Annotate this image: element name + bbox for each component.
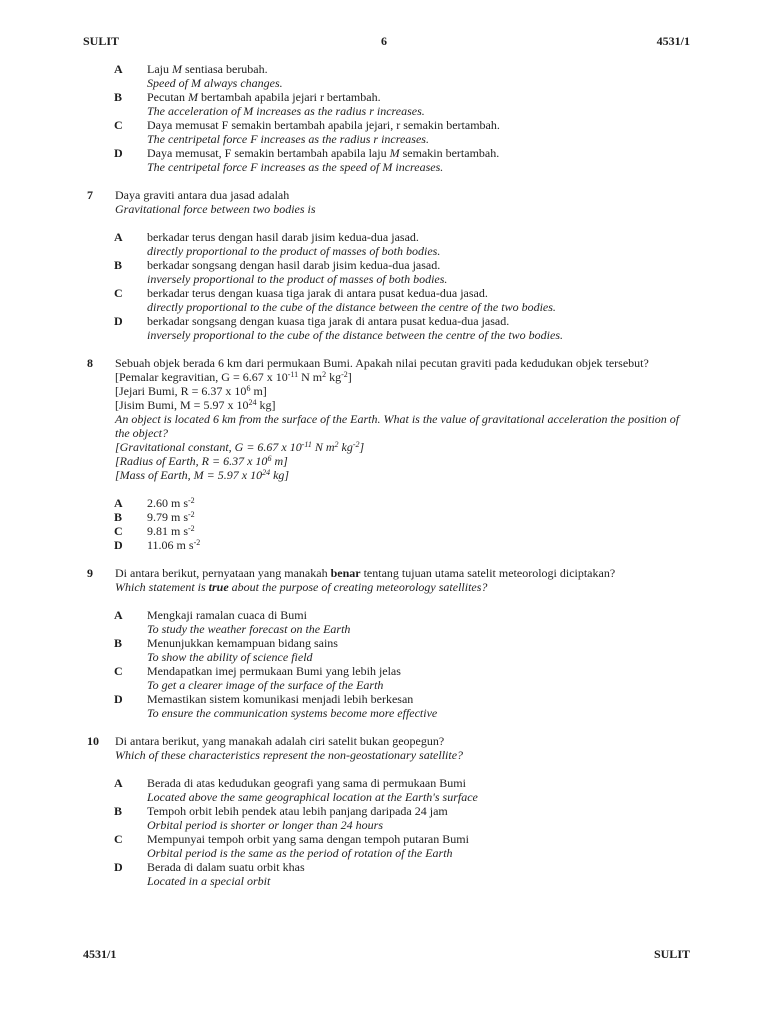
classification-label: SULIT <box>83 34 120 48</box>
constant-radius-malay <box>115 384 768 398</box>
option-text-malay: berkadar songsang dengan kuasa tiga jarak di antara pusat kedua-dua jasad. <box>147 314 510 328</box>
option-text-malay: Berada di dalam suatu orbit khas <box>147 860 305 874</box>
text-segment: sentiasa berubah. <box>182 62 268 76</box>
superscript-exponent: -11 <box>301 440 312 449</box>
text-segment: N m <box>311 440 335 454</box>
superscript-exponent: -2 <box>193 538 201 547</box>
superscript-exponent: -2 <box>341 370 348 379</box>
superscript-exponent: -2 <box>188 496 195 505</box>
option-text-malay: Memastikan sistem komunikasi menjadi lebih berkesan <box>147 692 414 706</box>
option-a <box>0 230 768 258</box>
text-segment: m] <box>271 454 288 468</box>
option-c <box>0 664 768 692</box>
text-segment: tentang tujuan utama satelit meteorologi diciptakan? <box>360 566 616 580</box>
option-letter: B <box>114 90 123 104</box>
option-value <box>147 510 768 524</box>
option-text-english: inversely proportional to the product of masses of both bodies. <box>147 272 448 286</box>
option-letter: A <box>114 496 123 510</box>
text-segment: ] <box>359 440 365 454</box>
question-10 <box>0 734 768 888</box>
page-content <box>0 62 768 888</box>
stem-malay <box>115 566 768 580</box>
variable-symbol: M <box>389 146 400 160</box>
stem-english: Gravitational force between two bodies is <box>115 202 316 216</box>
question-7 <box>0 188 768 342</box>
option-text-english: To ensure the communication systems become more effective <box>147 706 438 720</box>
option-text-malay <box>147 62 768 76</box>
option-list <box>0 496 768 552</box>
option-list <box>0 776 768 888</box>
option-a <box>0 608 768 636</box>
stem-english <box>115 580 768 594</box>
option-letter: D <box>114 860 123 874</box>
option-letter: B <box>114 804 123 818</box>
option-letter: C <box>114 524 123 538</box>
text-segment: 9.81 m s <box>147 524 189 538</box>
text-segment: 9.79 m s <box>147 510 189 524</box>
text-segment: [Jejari Bumi, R = 6.37 x 10 <box>115 384 247 398</box>
text-segment: semakin bertambah. <box>399 146 500 160</box>
option-text-malay: berkadar terus dengan kuasa tiga jarak di antara pusat kedua-dua jasad. <box>147 286 488 300</box>
option-c <box>0 832 768 860</box>
option-value <box>147 538 768 552</box>
option-text-english: Located above the same geographical location at the Earth's surface <box>147 790 478 804</box>
question-number: 9 <box>87 566 93 580</box>
option-a <box>0 496 768 510</box>
option-letter: C <box>114 118 123 132</box>
option-text-english: The centripetal force F increases as the radius r increases. <box>147 132 429 146</box>
stem-english: Which of these characteristics represent the non-geostationary satellite? <box>115 748 464 762</box>
question-stem <box>115 356 768 482</box>
text-segment: bertambah apabila jejari r bertambah. <box>198 90 381 104</box>
option-a <box>0 62 768 90</box>
option-text-english: directly proportional to the cube of the distance between the centre of the two bodies. <box>147 300 556 314</box>
option-d <box>0 692 768 720</box>
option-letter: B <box>114 510 123 524</box>
option-text-malay: Tempoh orbit lebih pendek atau lebih panjang daripada 24 jam <box>147 804 448 818</box>
option-letter: A <box>114 62 123 76</box>
paper-code: 4531/1 <box>656 34 690 48</box>
question-number: 7 <box>87 188 93 202</box>
page-footer <box>0 947 768 961</box>
question-6-continued <box>0 62 768 174</box>
text-segment: m] <box>250 384 267 398</box>
question-stem <box>115 188 768 216</box>
option-letter: D <box>114 692 123 706</box>
text-segment: Pecutan <box>147 90 188 104</box>
text-segment: kg] <box>256 398 276 412</box>
option-b <box>0 90 768 118</box>
question-stem <box>115 566 768 594</box>
option-b <box>0 510 768 524</box>
option-d <box>0 860 768 888</box>
option-c <box>0 524 768 538</box>
option-letter: C <box>114 286 123 300</box>
option-text-english: directly proportional to the product of masses of both bodies. <box>147 244 441 258</box>
option-text-english: To study the weather forecast on the Earth <box>147 622 351 636</box>
option-text-malay: berkadar terus dengan hasil darab jisim kedua-dua jasad. <box>147 230 419 244</box>
superscript-exponent: 2 <box>322 370 327 379</box>
superscript-exponent: -2 <box>352 440 360 449</box>
option-d <box>0 314 768 342</box>
option-b <box>0 258 768 286</box>
superscript-exponent: 24 <box>262 468 271 477</box>
superscript-exponent: -2 <box>188 510 195 519</box>
option-text-english: The centripetal force F increases as the speed of M increases. <box>147 160 444 174</box>
option-a <box>0 776 768 804</box>
option-text-english: To show the ability of science field <box>147 650 313 664</box>
page-header <box>0 34 768 48</box>
variable-symbol: M <box>188 90 198 104</box>
variable-symbol: M <box>172 62 182 76</box>
option-letter: A <box>114 230 123 244</box>
option-b <box>0 636 768 664</box>
text-segment: 11.06 m s <box>147 538 194 552</box>
option-list <box>0 62 768 174</box>
page-number: 6 <box>381 34 387 48</box>
option-text-malay: Menunjukkan kemampuan bidang sains <box>147 636 338 650</box>
text-segment: Which statement is <box>115 580 209 594</box>
option-text-english: The acceleration of M increases as the radius r increases. <box>147 104 425 118</box>
question-number: 10 <box>87 734 99 748</box>
option-text-malay: Mempunyai tempoh orbit yang sama dengan tempoh putaran Bumi <box>147 832 469 846</box>
option-text-malay <box>147 146 768 160</box>
option-letter: D <box>114 314 123 328</box>
superscript-exponent: 6 <box>267 454 272 463</box>
emphasis-bold: benar <box>330 566 361 580</box>
option-text-english: Orbital period is shorter or longer than 24 hours <box>147 818 384 832</box>
stem-malay: Di antara berikut, yang manakah adalah ciri satelit bukan geopegun? <box>115 734 445 748</box>
text-segment: Di antara berikut, pernyataan yang manakah <box>115 566 331 580</box>
text-segment: N m <box>298 370 323 384</box>
option-c <box>0 118 768 146</box>
paper-code: 4531/1 <box>83 947 117 961</box>
text-segment: [Radius of Earth, R = 6.37 x 10 <box>115 454 268 468</box>
option-letter: D <box>114 146 123 160</box>
option-text-english: inversely proportional to the cube of the distance between the centre of the two bodies. <box>147 328 564 342</box>
stem-english: An object is located 6 km from the surface of the Earth. What is the value of gravitational acceleration the position of the object? <box>115 412 680 440</box>
question-9 <box>0 566 768 720</box>
text-segment: [Mass of Earth, M = 5.97 x 10 <box>115 468 263 482</box>
superscript-exponent: -2 <box>188 524 195 533</box>
option-b <box>0 804 768 832</box>
text-segment: kg] <box>270 468 290 482</box>
superscript-exponent: 24 <box>248 398 257 407</box>
text-segment: kg <box>326 370 342 384</box>
option-text-english: To get a clearer image of the surface of the Earth <box>147 678 384 692</box>
stem-malay: Sebuah objek berada 6 km dari permukaan Bumi. Apakah nilai pecutan graviti pada kedudukan objek tersebut? <box>115 356 649 370</box>
question-number: 8 <box>87 356 93 370</box>
constant-gravitational-english <box>115 440 768 454</box>
text-segment: Laju <box>147 62 172 76</box>
constant-mass-english <box>115 468 768 482</box>
option-value <box>147 524 768 538</box>
option-letter: C <box>114 664 123 678</box>
option-text-malay: berkadar songsang dengan hasil darab jisim kedua-dua jasad. <box>147 258 441 272</box>
option-text-malay <box>147 118 768 132</box>
option-text-malay: Berada di atas kedudukan geografi yang sama di permukaan Bumi <box>147 776 466 790</box>
text-segment: [Gravitational constant, G = 6.67 x 10 <box>115 440 302 454</box>
constant-gravitational-malay <box>115 370 768 384</box>
option-d <box>0 538 768 552</box>
text-segment: Daya memusat F semakin bertambah apabila jejari, r semakin bertambah. <box>147 118 500 132</box>
text-segment: ] <box>347 370 352 384</box>
text-segment: [Pemalar kegravitian, G = 6.67 x 10 <box>115 370 288 384</box>
option-letter: A <box>114 776 123 790</box>
text-segment: 2.60 m s <box>147 496 189 510</box>
option-value <box>147 496 768 510</box>
option-c <box>0 286 768 314</box>
superscript-exponent: 6 <box>246 384 251 393</box>
question-8 <box>0 356 768 552</box>
option-list <box>0 230 768 342</box>
question-stem <box>115 734 768 762</box>
option-text-malay <box>147 90 768 104</box>
superscript-exponent: -11 <box>287 370 299 379</box>
option-letter: A <box>114 608 123 622</box>
text-segment: Daya memusat, F semakin bertambah apabila laju <box>147 146 390 160</box>
text-segment: kg <box>338 440 353 454</box>
text-segment: [Jisim Bumi, M = 5.97 x 10 <box>115 398 249 412</box>
option-letter: D <box>114 538 123 552</box>
option-letter: C <box>114 832 123 846</box>
superscript-exponent: 2 <box>334 440 339 449</box>
option-text-english: Speed of M always changes. <box>147 76 283 90</box>
option-text-malay: Mengkaji ramalan cuaca di Bumi <box>147 608 307 622</box>
constant-mass-malay <box>115 398 768 412</box>
option-text-english: Located in a special orbit <box>147 874 271 888</box>
constant-radius-english <box>115 454 768 468</box>
emphasis-bold: true <box>208 580 229 594</box>
option-letter: B <box>114 258 123 272</box>
classification-label: SULIT <box>653 947 690 961</box>
option-text-malay: Mendapatkan imej permukaan Bumi yang lebih jelas <box>147 664 401 678</box>
option-d <box>0 146 768 174</box>
option-list <box>0 608 768 720</box>
text-segment: about the purpose of creating meteorology satellites? <box>228 580 488 594</box>
option-text-english: Orbital period is the same as the period of rotation of the Earth <box>147 846 453 860</box>
stem-malay: Daya graviti antara dua jasad adalah <box>115 188 290 202</box>
option-letter: B <box>114 636 123 650</box>
